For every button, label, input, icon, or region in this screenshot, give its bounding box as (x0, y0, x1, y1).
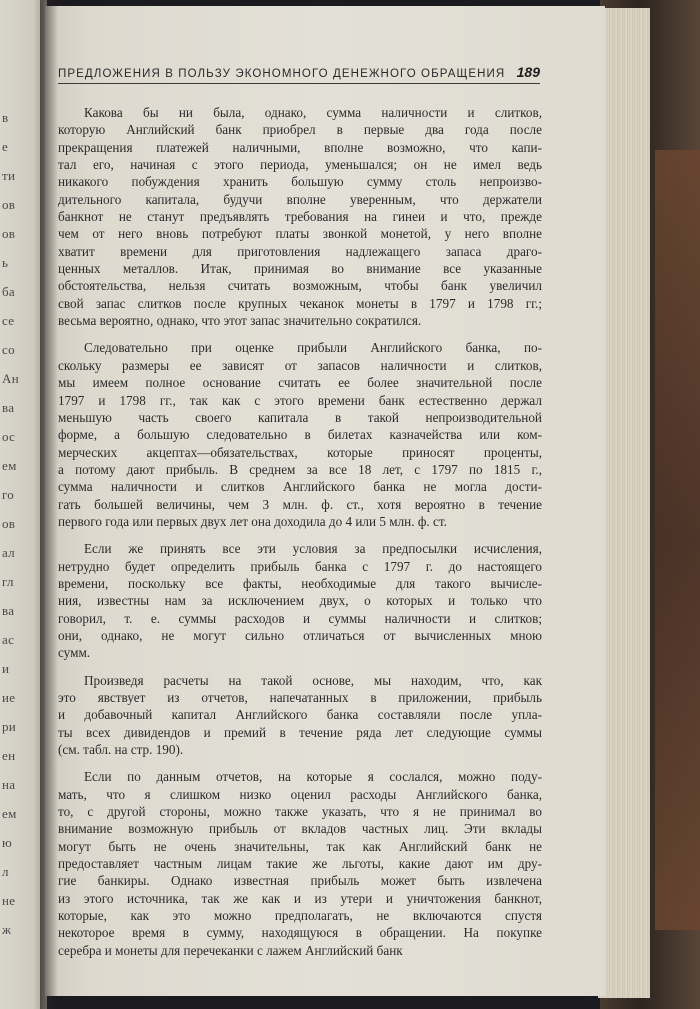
left-page-fragment: в (2, 110, 9, 125)
left-page-fragment: на (2, 777, 16, 792)
left-page-fragment: ие (2, 690, 16, 705)
text-line: скольку размеры ее зависят от запасов наличности и слитков, (58, 357, 542, 373)
paragraph (58, 768, 542, 959)
running-header (58, 64, 540, 84)
text-line: банкнот не станут предъявлять требования на гинеи и что, прежде (58, 209, 542, 225)
text-line: они, однако, не могут сильно отличаться от вычисленных мною (58, 627, 542, 643)
left-page-fragment: ю (2, 835, 13, 850)
left-page-fragment: Ан (2, 371, 19, 386)
text-line: предоставляет частным лицам такие же льготы, какие дают им дру- (58, 856, 542, 872)
left-page-fragment: со (2, 342, 15, 357)
text-line: Если же принять все эти условия за предпосылки исчисления, (84, 541, 542, 557)
text-line: гие банкиры. Однако известная прибыль может быть извлечена (58, 873, 542, 889)
text-line: Если по данным отчетов, на которые я сослался, можно поду- (84, 769, 542, 785)
text-line: говорил, т. е. суммы расходов и суммы наличности и слитков; (58, 610, 542, 626)
text-line: свой запас слитков после крупных чеканок монеты в 1797 и 1798 гг.; (58, 295, 542, 311)
left-page-fragment: ос (2, 429, 16, 444)
text-line: и добавочный капитал Английского банка составляли после упла- (58, 707, 542, 723)
body-text (58, 104, 542, 959)
left-page-fragment: е (2, 139, 9, 154)
text-line: которую Английский банк приобрел в первые два года после (58, 122, 542, 138)
text-line: Произведя расчеты на такой основе, мы находим, что, как (84, 672, 542, 688)
text-line: ценных металлов. Итак, принимая во внимание все указанные (58, 261, 542, 277)
left-page-fragment: ал (2, 545, 15, 560)
text-line: (см. табл. на стр. 190). (58, 742, 184, 758)
text-line: никакого побуждения хранить большую сумму столь непроизво- (58, 174, 542, 190)
text-line: из этого источника, так же как и из утери и уничтожения банкнот, (58, 890, 542, 906)
text-line: Какова бы ни была, однако, сумма наличности и слитков, (84, 105, 542, 120)
text-line: первого года или первых двух лет она доходила до 4 или 5 млн. ф. ст. (58, 513, 447, 529)
text-line: форме, а большую следовательно в билетах казначейства или ком- (58, 427, 542, 443)
left-page-fragment: ба (2, 284, 15, 299)
page-number: 189 (516, 64, 540, 80)
text-line: то, с другой стороны, можно также указать, что я не принимал во (58, 804, 542, 820)
left-page-fragment: ри (2, 719, 17, 734)
left-page-fragment: ов (2, 226, 16, 241)
text-line: это явствует из отчетов, напечатанных в приложении, прибыль (58, 690, 542, 705)
text-line: некоторое время в сумму, находящуюся в обращении. На покупке (58, 925, 542, 941)
text-line: хватит времени для приготовления надлежащего запаса драго- (58, 243, 542, 259)
paragraph (58, 104, 542, 329)
text-line: а потому дают прибыль. В среднем за все 18 лет, с 1797 по 1815 г., (58, 461, 542, 477)
left-page-fragment: ов (2, 197, 16, 212)
text-line: дительного капитала, будучи вполне уверенным, что держатели (58, 191, 542, 207)
text-line: сумма наличности и слитков Английского банка не могла дости- (58, 479, 542, 495)
text-line: тал его, начиная с этого периода, уменьшался; он не имел ведь (58, 157, 542, 173)
running-title: ПРЕДЛОЖЕНИЯ В ПОЛЬЗУ ЭКОНОМНОГО ДЕНЕЖНОГО ОБРАЩЕНИЯ (58, 68, 506, 80)
text-line: ния, известны нам за исключением двух, о которых и только что (58, 593, 542, 609)
left-page-fragment: се (2, 313, 15, 328)
left-page-fragment: ов (2, 516, 16, 531)
left-page-fragment: ж (2, 922, 12, 937)
left-page-fragment: го (2, 487, 15, 502)
text-line: могут быть не очень значительны, так как Английский банк не (58, 838, 542, 854)
text-line: мерческих акцептах—обязательствах, которые приносят проценты, (58, 444, 542, 460)
text-line: мы имеем полное основание считать ее более значительной после (58, 375, 542, 391)
left-page-fragment: ем (2, 458, 17, 473)
page-edges (598, 8, 650, 998)
left-page-fragment: ас (2, 632, 15, 647)
text-line: нетрудно будет определить прибыль банка с 1797 г. до настоящего (58, 558, 542, 574)
text-line: меньшую часть своего капитала в такой непроизводительной (58, 409, 542, 425)
left-page-fragment: ти (2, 168, 16, 183)
text-line: сумм. (58, 645, 91, 661)
left-page-fragment: не (2, 893, 16, 908)
left-page-fragment: гл (2, 574, 14, 589)
text-line: которые, как это можно предполагать, не включаются спустя (58, 908, 542, 924)
text-line: Следовательно при оценке прибыли Английского банка, по- (84, 340, 542, 356)
left-page-fragment: ь (2, 255, 9, 270)
text-line: внимание возможную прибыль от вкладов частных лиц. Эти вклады (58, 821, 542, 837)
paragraph (58, 339, 542, 530)
paragraph (58, 672, 542, 759)
left-page-fragment: ва (2, 400, 15, 415)
text-line: ты всех дивидендов и премий в течение ряда лет следующие суммы (58, 724, 542, 740)
text-line: весьма вероятно, однако, что этот запас значительно сократился. (58, 313, 422, 329)
text-line: гать большей величины, чем 3 млн. ф. ст., хотя вероятно в течение (58, 496, 542, 512)
left-page-fragment: и (2, 661, 10, 676)
text-line: чем от него вновь потребуют платы звонкой монетой, у него вполне (58, 226, 542, 242)
left-page-fragment: л (2, 864, 9, 879)
left-page-fragment: ен (2, 748, 16, 763)
left-page-fragment: ем (2, 806, 17, 821)
text-line: прекращения платежей наличными, вполне возможно, что капи- (58, 139, 542, 155)
gutter-shadow (40, 0, 58, 1009)
text-line: обстоятельства, нельзя считать возможным, чтобы банк увеличил (58, 278, 542, 294)
paragraph (58, 540, 542, 661)
text-line: серебра и монеты для перечеканки с лажем Английский банк (58, 942, 403, 958)
text-line: мать, что я слишком низко оценил расходы Английского банка, (58, 786, 542, 802)
left-page-fragment: ва (2, 603, 15, 618)
book-spine-strip (655, 150, 700, 930)
text-line: времени, поскольку все факты, необходимые для такого вычисле- (58, 575, 542, 591)
text-line: 1797 и 1798 гг., так как с этого времени банк естественно держал (58, 392, 542, 408)
